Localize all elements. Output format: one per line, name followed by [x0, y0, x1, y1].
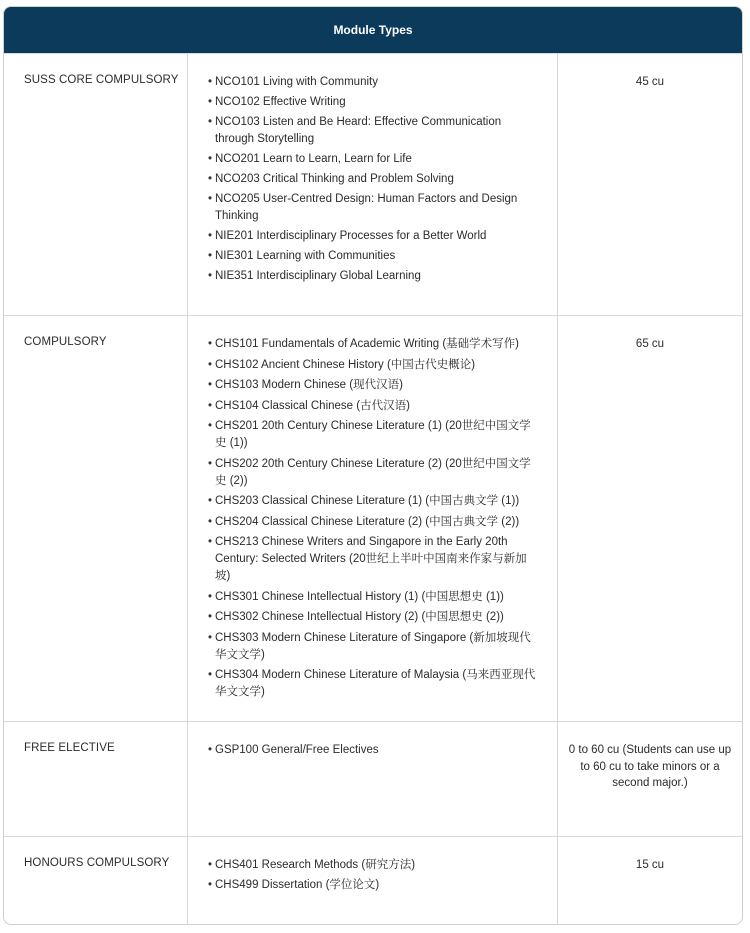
module-list-cell [188, 54, 558, 315]
module-list [208, 857, 539, 894]
list-item: • NCO102 Effective Writing [208, 94, 539, 111]
table-header [4, 7, 742, 53]
list-item: • CHS304 Modern Chinese Literature of Malaysia (马来西亚现代华文文学) [208, 667, 539, 701]
module-type-cell: HONOURS COMPULSORY [4, 837, 188, 925]
list-item: • GSP100 General/Free Electives [208, 742, 539, 759]
list-item: • NIE301 Learning with Communities [208, 248, 539, 265]
credits-cell: 45 cu [635, 76, 665, 88]
list-item: • NCO103 Listen and Be Heard: Effective Communication through Storytelling [208, 114, 539, 148]
module-type-cell: SUSS CORE COMPULSORY [4, 54, 188, 315]
list-item: • NIE201 Interdisciplinary Processes for a Better World [208, 228, 539, 245]
module-type-cell: COMPULSORY [4, 316, 188, 721]
list-item: • CHS201 20th Century Chinese Literature (1) (20世纪中国文学史 (1)) [208, 418, 539, 452]
list-item: • CHS302 Chinese Intellectual History (2) (中国思想史 (2)) [208, 609, 539, 626]
list-item: • NCO101 Living with Community [208, 74, 539, 91]
list-item: • CHS103 Modern Chinese (现代汉语) [208, 377, 539, 394]
list-item: • CHS104 Classical Chinese (古代汉语) [208, 398, 539, 415]
credits-cell: 0 to 60 cu (Students can use up to 60 cu to take minors or a second major.) [568, 744, 732, 789]
list-item: • CHS202 20th Century Chinese Literature (2) (20世纪中国文学史 (2)) [208, 456, 539, 490]
module-list [208, 74, 539, 285]
list-item: • CHS499 Dissertation (学位论文) [208, 877, 539, 894]
module-types-table [3, 6, 743, 925]
list-item: • CHS101 Fundamentals of Academic Writing (基础学术写作) [208, 336, 539, 353]
table-row [4, 315, 742, 721]
list-item: • CHS203 Classical Chinese Literature (1) (中国古典文学 (1)) [208, 493, 539, 510]
module-list-cell [188, 722, 558, 836]
list-item: • CHS401 Research Methods (研究方法) [208, 857, 539, 874]
table-row [4, 53, 742, 315]
list-item: • CHS204 Classical Chinese Literature (2) (中国古典文学 (2)) [208, 514, 539, 531]
list-item: • CHS102 Ancient Chinese History (中国古代史概论) [208, 357, 539, 374]
table-row [4, 836, 742, 925]
list-item: • CHS301 Chinese Intellectual History (1) (中国思想史 (1)) [208, 589, 539, 606]
module-list-cell [188, 837, 558, 925]
module-list [208, 336, 539, 701]
module-list [208, 742, 539, 759]
table-row [4, 721, 742, 836]
credits-cell: 15 cu [635, 859, 665, 871]
module-type-cell: FREE ELECTIVE [4, 722, 188, 836]
list-item: • CHS303 Modern Chinese Literature of Singapore (新加坡现代华文文学) [208, 630, 539, 664]
list-item: • NCO201 Learn to Learn, Learn for Life [208, 151, 539, 168]
module-list-cell [188, 316, 558, 721]
list-item: • CHS213 Chinese Writers and Singapore in the Early 20th Century: Selected Writers (20世纪上半叶中国南来作家与新加坡) [208, 534, 539, 585]
list-item: • NCO205 User-Centred Design: Human Factors and Design Thinking [208, 191, 539, 225]
credits-cell: 65 cu [635, 338, 665, 350]
list-item: • NCO203 Critical Thinking and Problem Solving [208, 171, 539, 188]
header-title: Module Types [333, 23, 413, 37]
list-item: • NIE351 Interdisciplinary Global Learning [208, 268, 539, 285]
